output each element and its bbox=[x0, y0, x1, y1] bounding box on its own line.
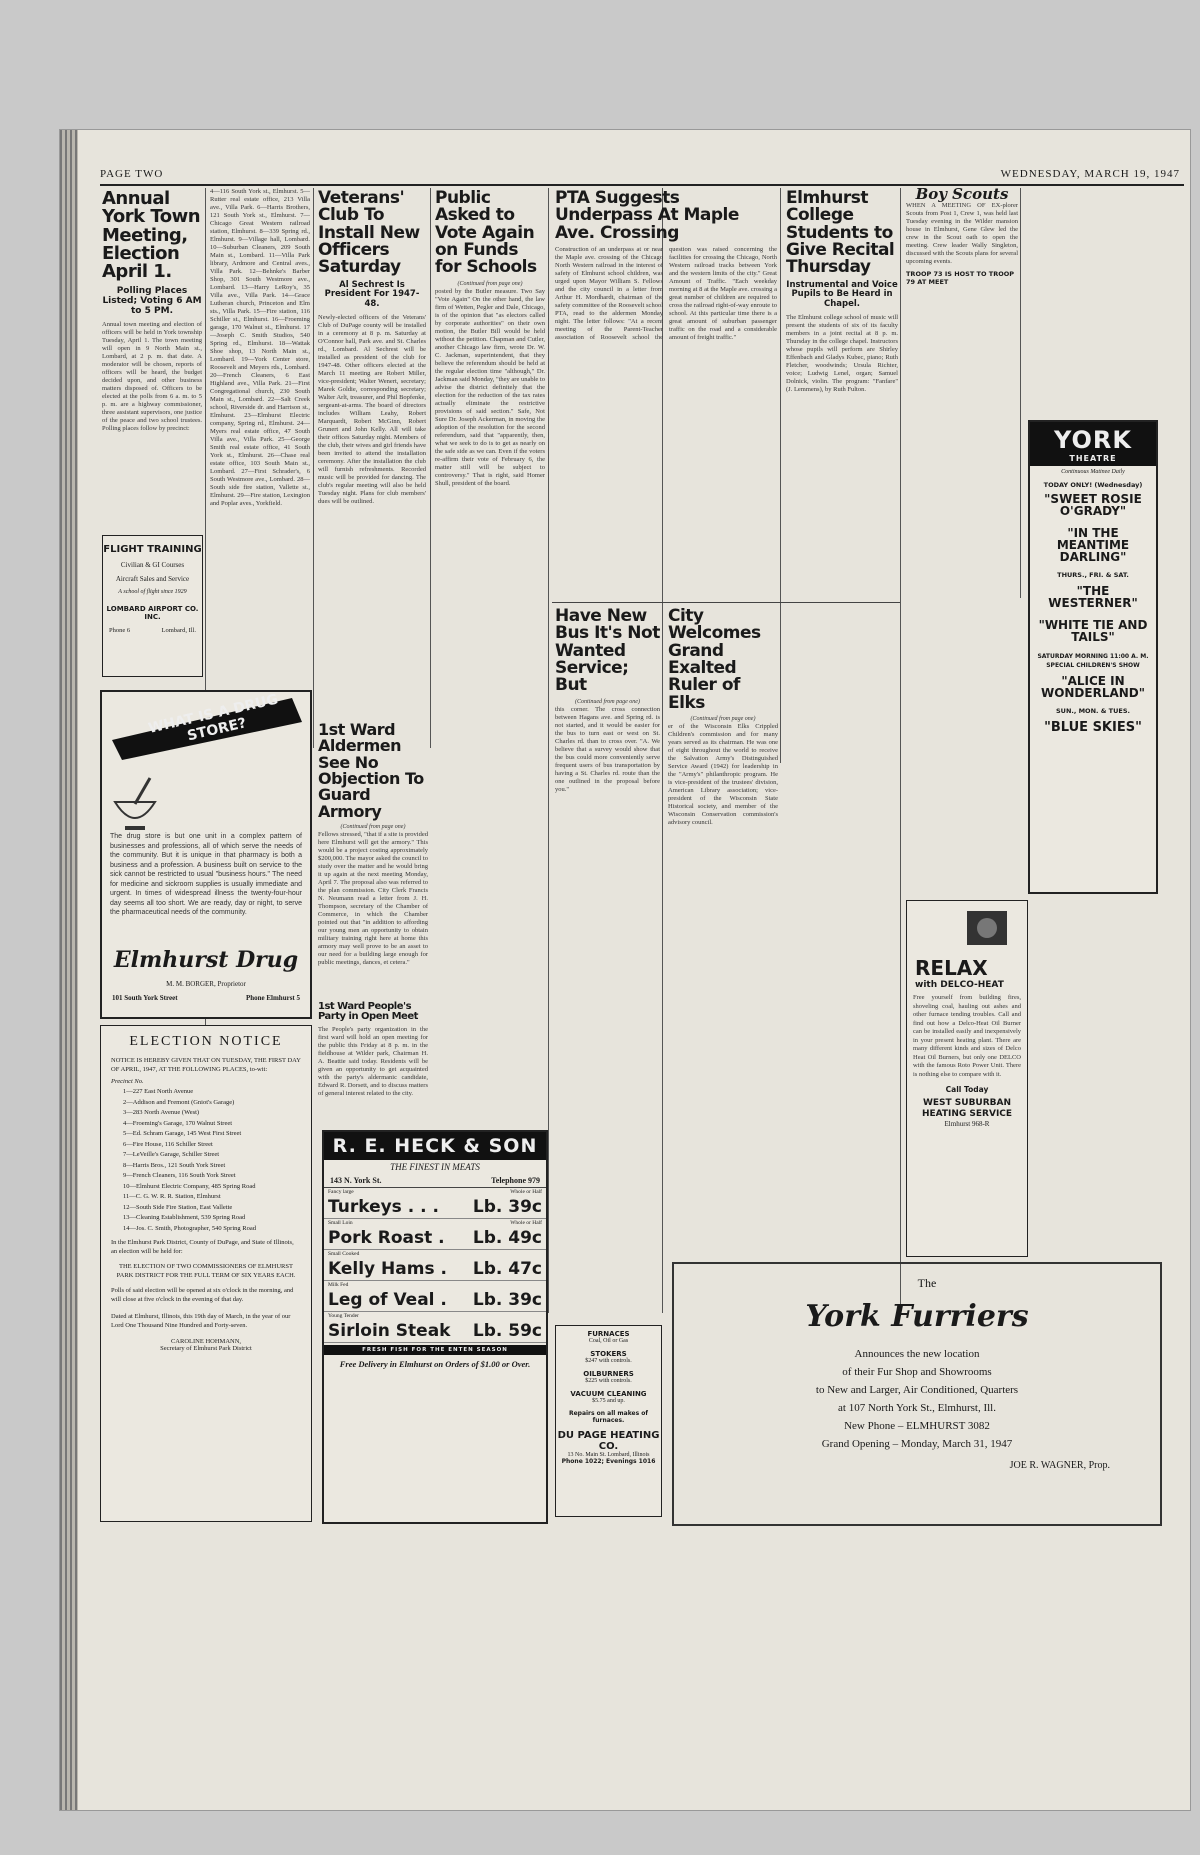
precinct-item: 11—C. G. W. R. R. Station, Elmhurst bbox=[123, 1193, 221, 1200]
meat-label-row bbox=[324, 1250, 546, 1258]
ad-contact bbox=[103, 621, 202, 634]
ad-line: A school of flight since 1929 bbox=[118, 589, 187, 595]
oil-burner-icon bbox=[907, 901, 1025, 951]
meat-label-row bbox=[324, 1219, 546, 1227]
furriers-line: at 107 North York St., Elmhurst, Ill. bbox=[838, 1402, 996, 1414]
continued-note: (Continued from page one) bbox=[457, 280, 523, 287]
meat-price: Lb. 47c bbox=[472, 1259, 542, 1279]
theatre-sub: THEATRE bbox=[1030, 454, 1156, 466]
headline: Veterans' Club To Install New Officers Saturday bbox=[318, 188, 420, 278]
relax-title: RELAX bbox=[915, 956, 988, 980]
drug-phone: Phone Elmhurst 5 bbox=[245, 994, 300, 1002]
film-title: "SWEET ROSIE O'GRADY" bbox=[1044, 492, 1142, 518]
furriers-line: Grand Opening – Monday, March 31, 1947 bbox=[821, 1438, 1013, 1450]
furriers-line: New Phone – ELMHURST 3082 bbox=[844, 1420, 990, 1432]
meat-label: Young Tender bbox=[328, 1313, 359, 1319]
furnace-title: FURNACES bbox=[587, 1330, 630, 1338]
article-body: Newly-elected officers of the Veterans' Club of DuPage county will be installed in a ceremony at 8 p. m. Saturday at O'Connor hall, Park ave. and St. Charles rd., Lombard. Al Sechrest will be installed as president of the club for 1947-48. Other officers elected at the March 11 meeting are Robert Miller, vice-president; Walter Wenert, secretary; Marek Goldie, corresponding secretary; Walter Arlt, treasurer, and Phil Bopfenke, sergeant-at-arms. The board of directors includes William Leahy, Robert Marquardt, Robert McGinn, Robert Grunert and John Kelly. All will take their offices Saturday night. Members of the club, their wives and girl friends have been invited to attend the installation ceremony. After the installation the club will furnish refreshments. Recorded music will be provided for dancing. The club's regular meeting will also be held Tuesday night. Plans for club members' dues will be outlined. bbox=[318, 313, 426, 505]
article-body: Construction of an underpass at or near the Maple ave. crossing of the Chicago North Western railroad in the interest of safety of Elmhurst school children, was urged upon Mayor William S. Fellows and the city council in a letter from Arthur H. Mordhardt, chairman of the safety committee of the Roosevelt school PTA, read to the aldermen Monday night. The letter follows: "At a recent meeting of the Parent-Teacher association of Roosevelt school the question was raised concerning the facilities for crossing the Chicago, North Western railroad tracks between York and the western limits of the city." Great Amount of Traffic. "Each weekday morning at 8 at the Maple ave. crossing a great number of children are required to cross the railroad right-of-way enroute to school. At this particular time there is a great amount of suburban passenger traffic on the road and a considerable amount of freight traffic." bbox=[555, 245, 777, 341]
meat-name: Leg of Veal . bbox=[328, 1290, 447, 1310]
precinct-item: 4—Froeming's Garage, 170 Walnut Street bbox=[123, 1119, 233, 1127]
page-label: PAGE TWO bbox=[100, 168, 164, 180]
furnace-phone: Phone 1022; Evenings 1016 bbox=[561, 1458, 656, 1465]
article-veterans-club bbox=[318, 188, 426, 548]
newspaper-page bbox=[60, 130, 1190, 1810]
meat-price: Lb. 59c bbox=[472, 1321, 542, 1341]
precinct-item: 8—Harris Bros., 121 South York Street bbox=[123, 1161, 226, 1169]
relax-with: with DELCO-HEAT bbox=[915, 980, 1004, 990]
article-body: The People's party organization in the first ward will hold an open meeting for the public this Friday at 8 p. m. in the fieldhouse at Wilder park, Chairman H. A. Beattie said today. Residents will be given an opportunity to get acquainted with the party's aldermanic candidate, Edward R. Dorsett, and to discuss matters of general interest related to the city. bbox=[318, 1026, 428, 1098]
furriers-line: of their Fur Shop and Showrooms bbox=[842, 1366, 992, 1378]
furnace-line: $247 with controls. bbox=[585, 1358, 632, 1364]
precinct-item: 6—Fire House, 116 Schiller Street bbox=[123, 1140, 213, 1148]
drug-owner: M. M. BORGER, Proprietor bbox=[166, 980, 246, 988]
article-pta-underpass bbox=[555, 188, 777, 598]
ad-title: FLIGHT TRAINING bbox=[103, 544, 202, 555]
meat-note: Whole or Half bbox=[510, 1189, 542, 1195]
drug-banner-text: WHAT IS A DRUG STORE? bbox=[146, 691, 280, 745]
ad-city: Lombard, Ill. bbox=[161, 627, 196, 634]
election-notice bbox=[100, 1025, 312, 1522]
meat-label-row bbox=[324, 1281, 546, 1289]
film-title: "ALICE IN WONDERLAND" bbox=[1040, 674, 1146, 700]
heck-phone: Telephone 979 bbox=[491, 1176, 540, 1185]
headline: Public Asked to Vote Again on Funds for Schools bbox=[435, 188, 537, 278]
article-bus-service bbox=[555, 606, 660, 1256]
notice-title: ELECTION NOTICE bbox=[129, 1034, 283, 1049]
furnace-line: OILBURNERS bbox=[583, 1370, 634, 1378]
precinct-item: 12—South Side Fire Station, East Vallette bbox=[123, 1203, 233, 1211]
theatre-line: SPECIAL CHILDREN'S SHOW bbox=[1046, 662, 1140, 669]
troop-heading: TROOP 73 IS HOST TO TROOP 79 AT MEET bbox=[906, 270, 1015, 286]
headline: 1st Ward People's Party in Open Meet bbox=[318, 1001, 418, 1023]
page-date: WEDNESDAY, MARCH 19, 1947 bbox=[1000, 168, 1180, 180]
meat-price: Lb. 49c bbox=[472, 1228, 542, 1248]
furnace-company: DU PAGE HEATING CO. bbox=[557, 1430, 660, 1452]
theatre-line: TODAY ONLY! (Wednesday) bbox=[1043, 481, 1143, 489]
meat-price: Lb. 39c bbox=[472, 1290, 542, 1310]
precinct-item: 7—LeVeille's Garage, Schiller Street bbox=[123, 1151, 220, 1158]
precinct-item: 14—Jos. C. Smith, Photographer, 540 Spring Road bbox=[123, 1224, 256, 1232]
article-body: posted by the Butler measure. Two Say "Vote Again" On the other hand, the law firm of Wetten, Pegler and Dale, Chicago, is of the opinion that "as electors called by corporate authorities" on their own motion, the Butler Bill would be held without the petition. Chapman and Cutler, another Chicago law firm, wrote Dr. W. C. Jackman, superintendent, that they believe the referendum should be held at the regular election time "although," Dr. Jackman said Monday, "they are unable to advise the district definitely that the election for the reduction of the tax rates actually eliminate the restrictive provisions of said section." Safe, Not Sure Dr. Joseph Ackerman, in moving the adoption of the resolution for the second referendum, said that "apparently, then, what we seek to do is to get as nearly on the safe side as we can. Even if the voters re-affirm their vote of February 6, the matter still will be subject to controversy." That is right, said Homer Shull, president of the board. bbox=[435, 288, 545, 488]
precinct-item: 3—283 North Avenue (West) bbox=[123, 1109, 200, 1116]
precinct-item: 2—Addison and Fremont (Gniot's Garage) bbox=[123, 1098, 235, 1106]
article-ward-armory bbox=[318, 720, 428, 995]
continued-note: (Continued from page one) bbox=[690, 715, 756, 722]
article-body: er of the Wisconsin Elks Crippled Children's commission and for many years served as its chairman. He was one of eight throughout the world to receive the Salvation Army's Distinguished Service Award (1942) for leadership in the "Army's" philanthropic program. He is vice-president of the trustees' division, American Library association; vice-president of the Wisconsin State Historical society, and member of the Wisconsin Conservation commission's advisory council. bbox=[668, 723, 778, 827]
furriers-the: The bbox=[917, 1276, 937, 1290]
column-rule bbox=[1020, 188, 1021, 598]
headline: Have New Bus It's Not Wanted Service; But bbox=[555, 606, 660, 696]
ad-line: Aircraft Sales and Service bbox=[115, 575, 190, 583]
headline: City Welcomes Grand Exalted Ruler of Elks bbox=[668, 606, 761, 713]
meat-price-row bbox=[324, 1227, 546, 1250]
meat-label: Fancy large bbox=[328, 1189, 354, 1195]
theatre-line: Continuous Matinee Daily bbox=[1061, 469, 1125, 475]
notice-signer: CAROLINE HOHMANN, bbox=[170, 1338, 242, 1345]
furnace-address: 13 No. Main St. Lombard, Illinois bbox=[567, 1452, 650, 1458]
meat-price-row bbox=[324, 1289, 546, 1312]
meat-price: Lb. 39c bbox=[472, 1197, 542, 1217]
theatre-line: SUN., MON. & TUES. bbox=[1055, 707, 1130, 715]
meat-label: Small Loin bbox=[328, 1220, 353, 1226]
heck-fish: FRESH FISH FOR THE ENTEN SEASON bbox=[324, 1345, 546, 1355]
heck-address: 143 N. York St. bbox=[330, 1176, 382, 1185]
meat-label: Small Cooked bbox=[328, 1251, 360, 1257]
headline: Elmhurst College Students to Give Recital Thursday bbox=[786, 188, 895, 278]
drug-address: 101 South York Street bbox=[112, 994, 178, 1002]
column-rule bbox=[313, 188, 314, 748]
film-title: "BLUE SKIES" bbox=[1044, 720, 1142, 735]
relax-company: WEST SUBURBAN HEATING SERVICE bbox=[921, 1098, 1013, 1119]
article-school-funds bbox=[435, 188, 545, 693]
meat-label-row bbox=[324, 1188, 546, 1196]
heck-meats-ad bbox=[322, 1130, 548, 1524]
article-college-recital bbox=[786, 188, 898, 708]
furnace-line: STOKERS bbox=[590, 1350, 627, 1358]
heck-tagline: THE FINEST IN MEATS bbox=[390, 1162, 480, 1172]
article-body: this corner. The cross connection between Hagans ave. and Spring rd. is not started, and it would be easier for the bus to turn east or west on St. Charles rd. than to cross over. "A. We believe that a survey would show that the bus could more conveniently serve frequent users of bus transportation by having a St. Charles rd. route than the one outlined in the proposal before you." bbox=[555, 706, 660, 794]
furriers-name: York Furriers bbox=[805, 1299, 1029, 1334]
elmhurst-drug-ad bbox=[100, 690, 312, 1019]
notice-purpose: THE ELECTION OF TWO COMMISSIONERS OF ELMHURST PARK DISTRICT FOR THE FULL TERM OF SIX YEARS EACH. bbox=[116, 1263, 296, 1279]
article-body: WHEN A MEETING OF EX-plorer Scouts from Post 1, Crew 1, was held last Tuesday evening in the Wilder mansion house in Elmhurst, Gene Glew led the crew in the Scout oath to open the meeting. Crew leader Wally Singleton, discussed with the Scouts plans for several upcoming events. bbox=[906, 202, 1018, 265]
furriers-line: Announces the new location bbox=[854, 1348, 980, 1360]
article-town-meeting bbox=[102, 188, 202, 528]
notice-intro: NOTICE IS HEREBY GIVEN THAT ON TUESDAY, THE FIRST DAY OF APRIL, 1947, AT THE FOLLOWING PLACES, to-wit: bbox=[111, 1057, 301, 1073]
meat-price-row bbox=[324, 1258, 546, 1281]
ad-phone: Phone 6 bbox=[109, 627, 131, 634]
notice-polls: Polls of said election will be opened at six o'clock in the morning, and will close at five o'clock in the evening of that day. bbox=[111, 1287, 294, 1303]
column-rule bbox=[430, 188, 431, 748]
mortar-pestle-icon bbox=[110, 774, 160, 834]
theatre-name: YORK bbox=[1030, 422, 1156, 454]
film-title: "WHITE TIE AND TAILS" bbox=[1038, 618, 1148, 644]
precinct-item: 13—Cleaning Establishment, 539 Spring Road bbox=[123, 1214, 246, 1221]
meat-name: Pork Roast . bbox=[328, 1228, 445, 1248]
headline: Boy Scouts bbox=[915, 188, 1009, 203]
heck-name: R. E. HECK & SON bbox=[324, 1132, 546, 1160]
subhead: Instrumental and Voice Pupils to Be Heard in Chapel. bbox=[786, 279, 898, 310]
precinct-item: 5—Ed. Schram Garage, 145 West First Street bbox=[123, 1130, 242, 1137]
precinct-items bbox=[101, 1087, 311, 1234]
relax-body: Free yourself from building fires, shoveling coal, hauling out ashes and other furnace tending troubles. Call and find out how a Delco-Heat Oil Burner can be installed easily and inexpensively in your present heating plant. There are many different kinds and sizes of Delco Heat Oil Burners, but only one DELCO with the famous Roto Power Unit. There is nothing else to compare with it. bbox=[913, 994, 1021, 1078]
du-page-heating-ad bbox=[555, 1325, 662, 1517]
meat-name: Sirloin Steak bbox=[328, 1321, 451, 1341]
precinct-item: 9—French Cleaners, 116 South York Street bbox=[123, 1172, 236, 1179]
precinct-list bbox=[210, 188, 310, 693]
notice-held: In the Elmhurst Park District, County of DuPage, and State of Illinois, an election will be held for: bbox=[111, 1239, 294, 1255]
furnace-line: Coal, Oil or Gas bbox=[588, 1338, 629, 1344]
meat-name: Kelly Hams . bbox=[328, 1259, 447, 1279]
heck-items bbox=[324, 1188, 546, 1343]
delco-heat-ad bbox=[906, 900, 1028, 1257]
film-title: "THE WESTERNER" bbox=[1048, 584, 1138, 610]
york-furriers-ad bbox=[672, 1262, 1162, 1526]
meat-note: Whole or Half bbox=[510, 1220, 542, 1226]
page-header bbox=[100, 166, 1184, 186]
binding-edge bbox=[60, 130, 78, 1810]
article-elks bbox=[668, 606, 778, 1256]
film-title: "IN THE MEANTIME DARLING" bbox=[1056, 526, 1130, 564]
article-boy-scouts bbox=[906, 188, 1018, 488]
theatre-line: THURS., FRI. & SAT. bbox=[1057, 571, 1129, 579]
meat-price-row bbox=[324, 1320, 546, 1343]
furnace-line: $225 with controls. bbox=[585, 1378, 632, 1384]
flight-training-ad bbox=[102, 535, 203, 677]
headline: 1st Ward Aldermen See No Objection To Guard Armory bbox=[318, 720, 424, 821]
furnace-line: $5.75 and up. bbox=[592, 1398, 625, 1404]
meat-label-row bbox=[324, 1312, 546, 1320]
furriers-line: to New and Larger, Air Conditioned, Quarters bbox=[815, 1384, 1019, 1396]
furnace-line: VACUUM CLEANING bbox=[570, 1390, 647, 1398]
furriers-prop: JOE R. WAGNER, Prop. bbox=[1009, 1460, 1110, 1471]
ad-company: LOMBARD AIRPORT CO. INC. bbox=[106, 605, 199, 621]
precinct-item: 10—Elmhurst Electric Company, 485 Spring Road bbox=[123, 1182, 256, 1190]
meat-name: Turkeys . . . bbox=[328, 1197, 439, 1217]
drug-body: The drug store is but one unit in a complex pattern of businesses and professions, all of which serve the needs of the community. But it is unique in that pharmacy is both a business and a profession. A business built on service to the sick cannot be restricted to usual "business hours." The need for medicine and sickroom supplies is usually immediate and urgent. In times of widespread illness the twenty-four-hour day seems all too short. We are ready, day or night, to serve the pharmaceutical needs of the community. bbox=[110, 833, 302, 916]
precinct-item: 1—227 East North Avenue bbox=[123, 1088, 194, 1095]
theatre-line: SATURDAY MORNING 11:00 A. M. bbox=[1037, 653, 1149, 660]
relax-call: Call Today bbox=[945, 1085, 989, 1094]
drug-contact bbox=[112, 994, 300, 1002]
ad-line: Civilian & GI Courses bbox=[120, 561, 185, 569]
york-theatre-ad bbox=[1028, 420, 1158, 894]
drug-logo: Elmhurst Drug bbox=[113, 947, 299, 973]
subhead: Al Sechrest Is President For 1947-48. bbox=[324, 279, 420, 310]
meat-label: Milk Fed bbox=[328, 1282, 349, 1288]
continued-note: (Continued from page one) bbox=[575, 698, 640, 705]
article-peoples-party bbox=[318, 1000, 428, 1110]
relax-phone: Elmhurst 968-R bbox=[944, 1120, 990, 1128]
precinct-label: Precinct No. bbox=[111, 1078, 144, 1085]
continued-note: (Continued from page one) bbox=[340, 823, 406, 830]
column-rule bbox=[548, 188, 549, 1313]
subhead: Polling Places Listed; Voting 6 AM to 5 PM. bbox=[102, 285, 202, 317]
headline: Annual York Town Meeting, Election April 1. bbox=[102, 188, 201, 283]
notice-dated: Dated at Elmhurst, Illinois, this 19th day of March, in the year of our Lord One Thousand Nine Hundred and Forty-seven. bbox=[111, 1313, 291, 1329]
article-body: Fellows stressed, "that if a site is provided here Elmhurst will get the armory." This would be a project costing approximately $200,000. The mayor asked the council to study over the matter and he would bring it up again at the next meeting Monday, April 7. The proposal also was referred to the plan commission. City Clerk Francis N. Neumann read a letter from J. H. Thompson, secretary of the Chamber of Commerce, in which the Chamber pointed out that "in addition to affording our young men an opportunity to obtain military training right here at home this armory may well prove to be an asset to our need for a building large enough for public meetings, dances, et cetera." bbox=[318, 831, 428, 967]
headline: PTA Suggests Underpass At Maple Ave. Crossing bbox=[555, 188, 739, 243]
furnace-line: Repairs on all makes of furnaces. bbox=[568, 1410, 649, 1424]
meat-price-row bbox=[324, 1196, 546, 1219]
heck-contact bbox=[324, 1174, 546, 1188]
column-rule bbox=[900, 188, 901, 1313]
article-body: The Elmhurst college school of music will present the students of six of its faculty members in a joint recital at 8 p. m. Thursday in the college chapel. Instructors whose pupils will perform are Shirley Effenbach and Gladys Kubec, piano; Ruth Fletcher, woodwinds; Ursula Richter, voice; Ludwig Lenel, organ; Samuel Dolnick, violin. The program: "Fanfare" (J. Lemmens), by Ruth Fulton. bbox=[786, 313, 898, 393]
article-body: Annual town meeting and election of officers will be held in York township Tuesday, April 1. The town meeting will open in 9 North Main st., Lombard, at 2 p. m. that date. A moderator will be chosen, reports of officers will be heard, the budget decided upon, and other business matters disposed of. Officers to be elected at the polls from 6 a. m. to 5 p. m. are a highway commissioner, three assistant supervisors, one justice of the peace and two school trustees. Polling places follow by precinct: bbox=[102, 320, 202, 432]
column-rule bbox=[780, 188, 781, 763]
heck-delivery: Free Delivery in Elmhurst on Orders of $1.00 or Over. bbox=[339, 1359, 531, 1369]
article-body: 4—116 South York st., Elmhurst. 5—Rutter real estate office, 213 Villa ave., Villa Park. 6—Harris Brothers, 121 South York st., Elmhurst. 7—Chicago Great Western railroad station, Elmhurst. 8—339 Spring rd., Elmhurst. 9—Village hall, Lombard. 10—Suburban Cleaners, 209 South Main st., Lombard. 11—Villa Park library, Ardmore and Central aves., Villa Park. 12—Behnke's Barber Shop, 301 South Westmore ave., Lombard. 13—Harry LeRoy's, 35 Villa ave., Villa Park. 14—Grace Lutheran church, Princeton and Elm sts., Villa Park. 15—Fire station, 116 Schiller st., Elmhurst. 16—Froeming garage, 170 Walnut st., Elmhurst. 17—Joseph C. Smith Studios, 540 Spring rd., Elmhurst. 18—Wattak Shoe shop, 13 North Main st., Lombard. 19—York Center store, Roosevelt and Meyers rds., Lombard. 20—French Cleaners, 6 East Highland ave., Villa Park. 21—First Congregational church, 230 South Main st., Lombard. 22—Salt Creek school, Riverside dr. and Harrison st., Elmhurst. 23—Elmhurst Electric company, Spring rd., Elmhurst. 24—Myers real estate office, 47 South Villa ave., Villa Park. 25—George Smith real estate office, 41 South York st., Elmhurst. 26—Chase real estate office, 103 South Main st., Lombard. 27—First Schrader's, 6 South Westmore ave., Lombard. 28—South side fire station, Vallette st., Elmhurst. 29—Fire station, Lexington and Poplar aves., Yorkfield. bbox=[210, 188, 310, 507]
notice-signer-title: Secretary of Elmhurst Park District bbox=[160, 1345, 252, 1352]
